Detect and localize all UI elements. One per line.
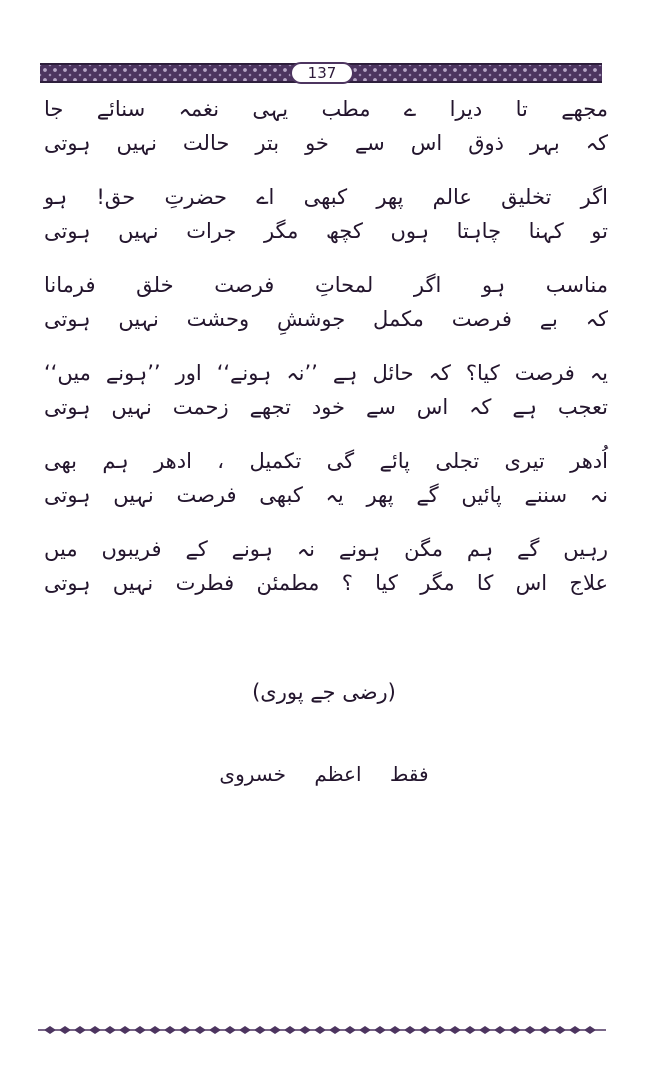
verse-line: کہ بے فرصت مکمل جوششِ وحشت نہیں ہوتی <box>44 307 608 331</box>
diamond-ornament <box>104 1026 116 1034</box>
diamond-ornament <box>389 1026 401 1034</box>
diamond-ornament <box>44 1026 56 1034</box>
diamond-ornament <box>374 1026 386 1034</box>
diamond-ornament <box>149 1026 161 1034</box>
diamond-ornament <box>254 1026 266 1034</box>
diamond-ornament <box>224 1026 236 1034</box>
diamond-ornament <box>209 1026 221 1034</box>
diamond-ornament <box>479 1026 491 1034</box>
diamond-ornament <box>284 1026 296 1034</box>
stanza <box>40 180 612 248</box>
diamond-ornament <box>359 1026 371 1034</box>
stanza <box>40 444 612 512</box>
stanza <box>40 268 612 336</box>
page-number: 137 <box>290 62 354 84</box>
diamond-ornament <box>434 1026 446 1034</box>
verse-line: رہیں گے ہم مگن ہونے نہ ہونے کے فریبوں میں <box>44 537 608 561</box>
stanza <box>40 92 612 160</box>
diamond-ornament <box>494 1026 506 1034</box>
diamond-ornament <box>554 1026 566 1034</box>
diamond-ornament <box>404 1026 416 1034</box>
diamond-ornament <box>464 1026 476 1034</box>
verse-line: علاج اس کا مگر کیا ؟ مطمئن فطرت نہیں ہوتی <box>44 571 608 595</box>
diamond-ornament <box>314 1026 326 1034</box>
diamond-ornament <box>269 1026 281 1034</box>
verse-line: اگر تخلیق عالم پھر کبھی اے حضرتِ حق! ہو <box>44 185 608 209</box>
diamond-ornament <box>194 1026 206 1034</box>
diamond-ornament <box>344 1026 356 1034</box>
diamond-ornament <box>119 1026 131 1034</box>
diamond-ornament <box>74 1026 86 1034</box>
diamond-ornament <box>59 1026 71 1034</box>
diamond-ornament <box>89 1026 101 1034</box>
diamond-ornament <box>239 1026 251 1034</box>
poem <box>40 92 612 620</box>
diamond-ornament <box>449 1026 461 1034</box>
signature: فقط اعظم خسروی <box>219 762 429 786</box>
stanza <box>40 356 612 424</box>
verse-line: تو کہنا چاہتا ہوں کچھ مگر جرات نہیں ہوتی <box>44 219 608 243</box>
diamond-ornament <box>584 1026 596 1034</box>
diamond-ornament <box>134 1026 146 1034</box>
diamond-ornament <box>569 1026 581 1034</box>
footer-ornament-rule <box>38 1022 606 1038</box>
verse-line: کہ بہر ذوق اس سے خو بتر حالت نہیں ہوتی <box>44 131 608 155</box>
verse-line: مجھے تا دیرا ے مطب یہی نغمہ سنائے جا <box>44 97 608 121</box>
poet-attribution: (رضی جے پوری) <box>252 680 396 704</box>
verse-line: نہ سننے پائیں گے پھر یہ کبھی فرصت نہیں ہوتی <box>44 483 608 507</box>
stanza <box>40 532 612 600</box>
diamond-ornament <box>164 1026 176 1034</box>
diamond-ornament <box>329 1026 341 1034</box>
verse-line: یہ فرصت کیا؟ کہ حائل ہے ’’نہ ہونے‘‘ اور ’’ہونے میں‘‘ <box>44 361 608 385</box>
verse-line: اُدھر تیری تجلی پائے گی تکمیل ، ادھر ہم بھی <box>44 449 608 473</box>
verse-line: مناسب ہو اگر لمحاتِ فرصت خلق فرمانا <box>44 273 608 297</box>
diamond-ornament <box>509 1026 521 1034</box>
diamond-ornament <box>539 1026 551 1034</box>
diamond-ornament <box>419 1026 431 1034</box>
verse-line: تعجب ہے کہ اس سے خود تجھے زحمت نہیں ہوتی <box>44 395 608 419</box>
diamond-ornament <box>524 1026 536 1034</box>
diamond-ornament <box>299 1026 311 1034</box>
diamond-ornament <box>179 1026 191 1034</box>
